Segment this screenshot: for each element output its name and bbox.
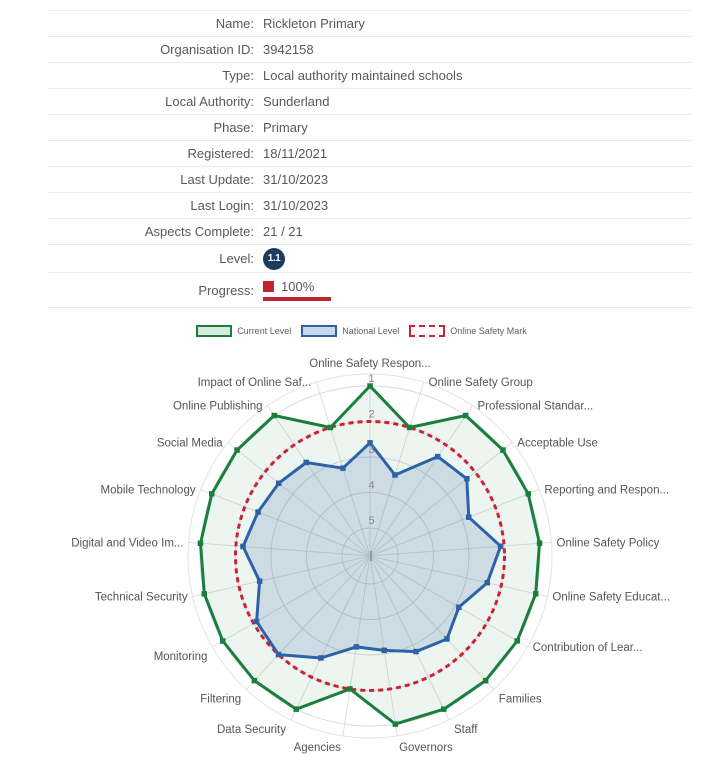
- detail-value: 18/11/2021: [263, 146, 328, 161]
- national-level-point: [435, 454, 441, 460]
- national-level-point: [276, 481, 282, 487]
- axis-label-online-safety-educat: Online Safety Educat...: [552, 591, 671, 604]
- detail-value: Primary: [263, 120, 308, 135]
- axis-label-governors: Governors: [399, 742, 453, 754]
- detail-label: Type:: [222, 68, 254, 83]
- current-level-point: [272, 413, 278, 419]
- detail-row-organisation-id: [48, 37, 691, 63]
- axis-label-filtering: Filtering: [200, 693, 242, 706]
- axis-label-online-publishing: Online Publishing: [172, 400, 263, 413]
- axis-label-professional-standar: Professional Standar...: [477, 400, 594, 413]
- progress-indicator: [263, 279, 331, 301]
- detail-value: Local authority maintained schools: [263, 68, 463, 83]
- current-level-point: [252, 678, 258, 684]
- detail-label: Progress:: [198, 282, 254, 298]
- national-level-point: [354, 644, 360, 650]
- radar-chart: [0, 311, 723, 761]
- radar-tick-label: 1: [368, 373, 375, 385]
- current-level-point: [463, 413, 469, 419]
- axis-label-online-safety-policy: Online Safety Policy: [556, 537, 660, 550]
- current-level-point: [515, 638, 521, 644]
- detail-row-registered: [48, 141, 691, 167]
- detail-label: Name:: [215, 16, 254, 31]
- current-level-point: [198, 541, 204, 547]
- detail-label: Registered:: [187, 146, 254, 161]
- national-level-point: [456, 605, 462, 611]
- current-level-point: [407, 425, 413, 431]
- axis-label-monitoring: Monitoring: [153, 651, 208, 663]
- detail-row-aspects-complete: [48, 219, 691, 245]
- national-level-point: [257, 578, 263, 584]
- legend-label: Online Safety Mark: [450, 326, 527, 336]
- current-level-point: [441, 706, 447, 712]
- axis-label-families: Families: [498, 693, 542, 706]
- detail-row-type: [48, 63, 691, 89]
- legend-label: Current Level: [237, 326, 292, 336]
- detail-value: [254, 279, 331, 301]
- detail-label: Last Update:: [180, 172, 254, 187]
- radar-tick-label: 2: [368, 408, 375, 421]
- detail-value: 31/10/2023: [263, 198, 329, 213]
- level-badge: 1.1: [263, 248, 285, 270]
- detail-value: Rickleton Primary: [263, 16, 365, 31]
- axis-label-agencies: Agencies: [293, 742, 341, 754]
- current-level-point: [393, 721, 399, 727]
- axis-label-acceptable-use: Acceptable Use: [517, 437, 598, 450]
- detail-row-level: [48, 245, 691, 273]
- detail-value: 21 / 21: [263, 224, 303, 239]
- radar-tick-label: 5: [368, 515, 375, 527]
- current-level-point: [209, 491, 215, 497]
- current-level-point: [294, 706, 300, 712]
- national-level-point: [254, 619, 259, 625]
- national-level-point: [340, 465, 346, 471]
- national-level-point: [255, 509, 260, 515]
- current-level-point: [526, 491, 532, 497]
- axis-label-impact-of-online-saf: Impact of Online Saf...: [197, 377, 312, 390]
- axis-label-online-safety-respon: Online Safety Respon...: [309, 358, 431, 370]
- national-level-point: [498, 544, 504, 550]
- current-level-point: [347, 686, 353, 692]
- detail-label: Last Login:: [190, 198, 254, 213]
- detail-label: Aspects Complete:: [144, 224, 254, 239]
- current-level-point: [220, 638, 226, 644]
- radar-tick-label: 4: [368, 479, 375, 492]
- detail-row-progress: [48, 273, 691, 308]
- national-level-point: [413, 649, 419, 655]
- detail-value: 3942158: [263, 42, 314, 57]
- axis-label-social-media: Social Media: [156, 437, 223, 450]
- detail-value: 31/10/2023: [263, 172, 329, 187]
- progress-value: 100%: [281, 279, 315, 294]
- axis-label-data-security: Data Security: [216, 724, 286, 736]
- current-level-point: [533, 591, 539, 597]
- national-level-point: [304, 460, 310, 466]
- legend-label: National Level: [342, 326, 400, 336]
- axis-label-technical-security: Technical Security: [94, 591, 188, 604]
- national-level-point: [466, 515, 472, 521]
- progress-square-icon: [263, 281, 274, 292]
- axis-label-mobile-technology: Mobile Technology: [100, 484, 196, 497]
- detail-label: Phase:: [213, 120, 254, 135]
- detail-label: Level:: [219, 251, 254, 266]
- axis-label-contribution-of-lear: Contribution of Lear...: [532, 642, 643, 654]
- current-level-point: [202, 591, 208, 597]
- national-level-point: [444, 636, 450, 642]
- detail-value: Sunderland: [263, 94, 330, 109]
- detail-row-local-authority: [48, 89, 691, 115]
- current-level-point: [500, 447, 506, 453]
- current-level-point: [234, 447, 240, 453]
- school-details-table: [48, 10, 691, 308]
- axis-label-staff: Staff: [454, 724, 478, 736]
- detail-row-last-update: [48, 167, 691, 193]
- axis-label-online-safety-group: Online Safety Group: [428, 377, 533, 390]
- detail-label: Organisation ID:: [160, 42, 254, 57]
- detail-row-last-login: [48, 193, 691, 219]
- current-level-point: [328, 425, 334, 431]
- detail-row-phase: [48, 115, 691, 141]
- national-level-point: [276, 652, 282, 658]
- radar-tick-label: 3: [368, 444, 375, 456]
- national-level-point: [485, 580, 491, 586]
- national-level-point: [392, 472, 398, 478]
- current-level-point: [483, 678, 489, 684]
- axis-label-digital-and-video-im: Digital and Video Im...: [71, 537, 184, 550]
- national-level-point: [382, 648, 388, 654]
- axis-label-reporting-and-respon: Reporting and Respon...: [544, 484, 670, 497]
- national-level-point: [318, 655, 324, 661]
- detail-row-name: [48, 11, 691, 37]
- national-level-point: [240, 544, 246, 550]
- detail-label: Local Authority:: [165, 94, 254, 109]
- current-level-point: [537, 541, 543, 547]
- detail-value: [254, 248, 285, 270]
- national-level-point: [464, 476, 470, 482]
